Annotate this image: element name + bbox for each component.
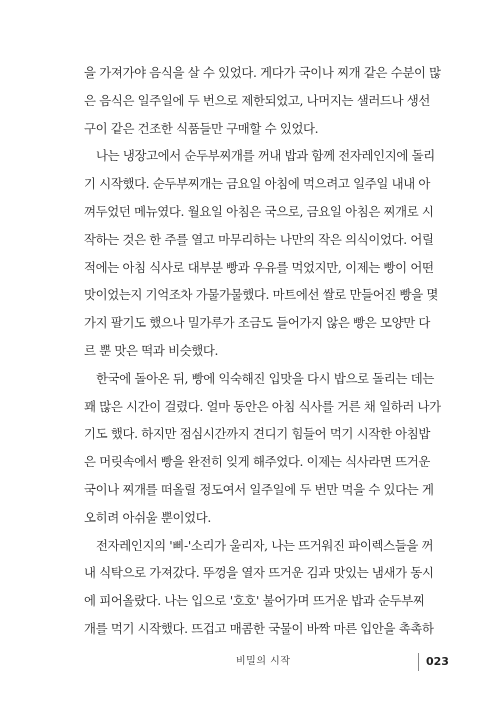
running-title: 비밀의 시작 (236, 656, 291, 667)
text-line: 작하는 것은 한 주를 열고 마무리하는 나만의 작은 의식이었다. 어릴 (84, 231, 434, 247)
text-line: 가지 팔기도 했으나 밀가루가 조금도 들어가지 않은 빵은 모양만 다 (84, 315, 431, 331)
text-line: 르 뿐 맛은 떡과 비슷했다. (84, 342, 219, 358)
text-line: 은 머릿속에서 빵을 완전히 잊게 해주었다. 이제는 식사라면 뜨거운 (84, 454, 431, 470)
text-line: 나는 냉장고에서 순두부찌개를 꺼내 밥과 함께 전자레인지에 돌리 (96, 148, 435, 164)
paragraph (84, 365, 441, 532)
text-line: 내 식탁으로 가져갔다. 뚜껑을 열자 뜨거운 김과 맛있는 냄새가 동시 (84, 565, 434, 581)
text-line: 기 시작했다. 순두부찌개는 금요일 아침에 먹으려고 일주일 내내 아 (84, 176, 431, 192)
page-footer (0, 651, 500, 673)
text-line: 국이나 찌개를 떠올릴 정도여서 일주일에 두 번만 먹을 수 있다는 게 (84, 481, 434, 497)
text-line: 에 피어올랐다. 나는 입으로 '호호' 불어가며 뜨거운 밥과 순두부찌 (84, 593, 425, 609)
paragraph (84, 532, 434, 643)
folio-divider (418, 653, 419, 671)
text-line: 껴두었던 메뉴였다. 월요일 아침은 국으로, 금요일 아침은 찌개로 시 (84, 203, 434, 219)
paragraph (84, 142, 439, 364)
paragraph (84, 59, 441, 142)
text-line: 꽤 많은 시간이 걸렸다. 얼마 동안은 아침 식사를 거른 채 일하러 나가 (84, 398, 441, 414)
text-line: 을 가져가야 음식을 살 수 있었다. 게다가 국이나 찌개 같은 수분이 많 (84, 65, 441, 80)
text-line: 한국에 돌아온 뒤, 빵에 익숙해진 입맛을 다시 밥으로 돌리는 데는 (96, 370, 434, 386)
text-line: 구이 같은 건조한 식품들만 구매할 수 있었다. (84, 120, 319, 136)
text-line: 오히려 아쉬울 뿐이었다. (84, 509, 211, 525)
body-text (84, 59, 441, 643)
text-line: 전자레인지의 '삐-'소리가 울리자, 나는 뜨거워진 파이렉스들을 꺼 (96, 537, 434, 553)
text-line: 개를 먹기 시작했다. 뜨겁고 매콤한 국물이 바짝 마른 입안을 촉촉하 (84, 620, 434, 636)
text-line: 적에는 아침 식사로 대부분 빵과 우유를 먹었지만, 이제는 빵이 어떤 (84, 259, 434, 275)
page-number: 023 (426, 655, 449, 668)
text-line: 은 음식은 일주일에 두 번으로 제한되었고, 나머지는 샐러드나 생선 (84, 92, 431, 108)
text-line: 맛이었는지 기억조차 가물가물했다. 마트에선 쌀로 만들어진 빵을 몇 (84, 287, 439, 303)
text-line: 기도 했다. 하지만 점심시간까지 견디기 힘들어 먹기 시작한 아침밥 (84, 426, 431, 442)
